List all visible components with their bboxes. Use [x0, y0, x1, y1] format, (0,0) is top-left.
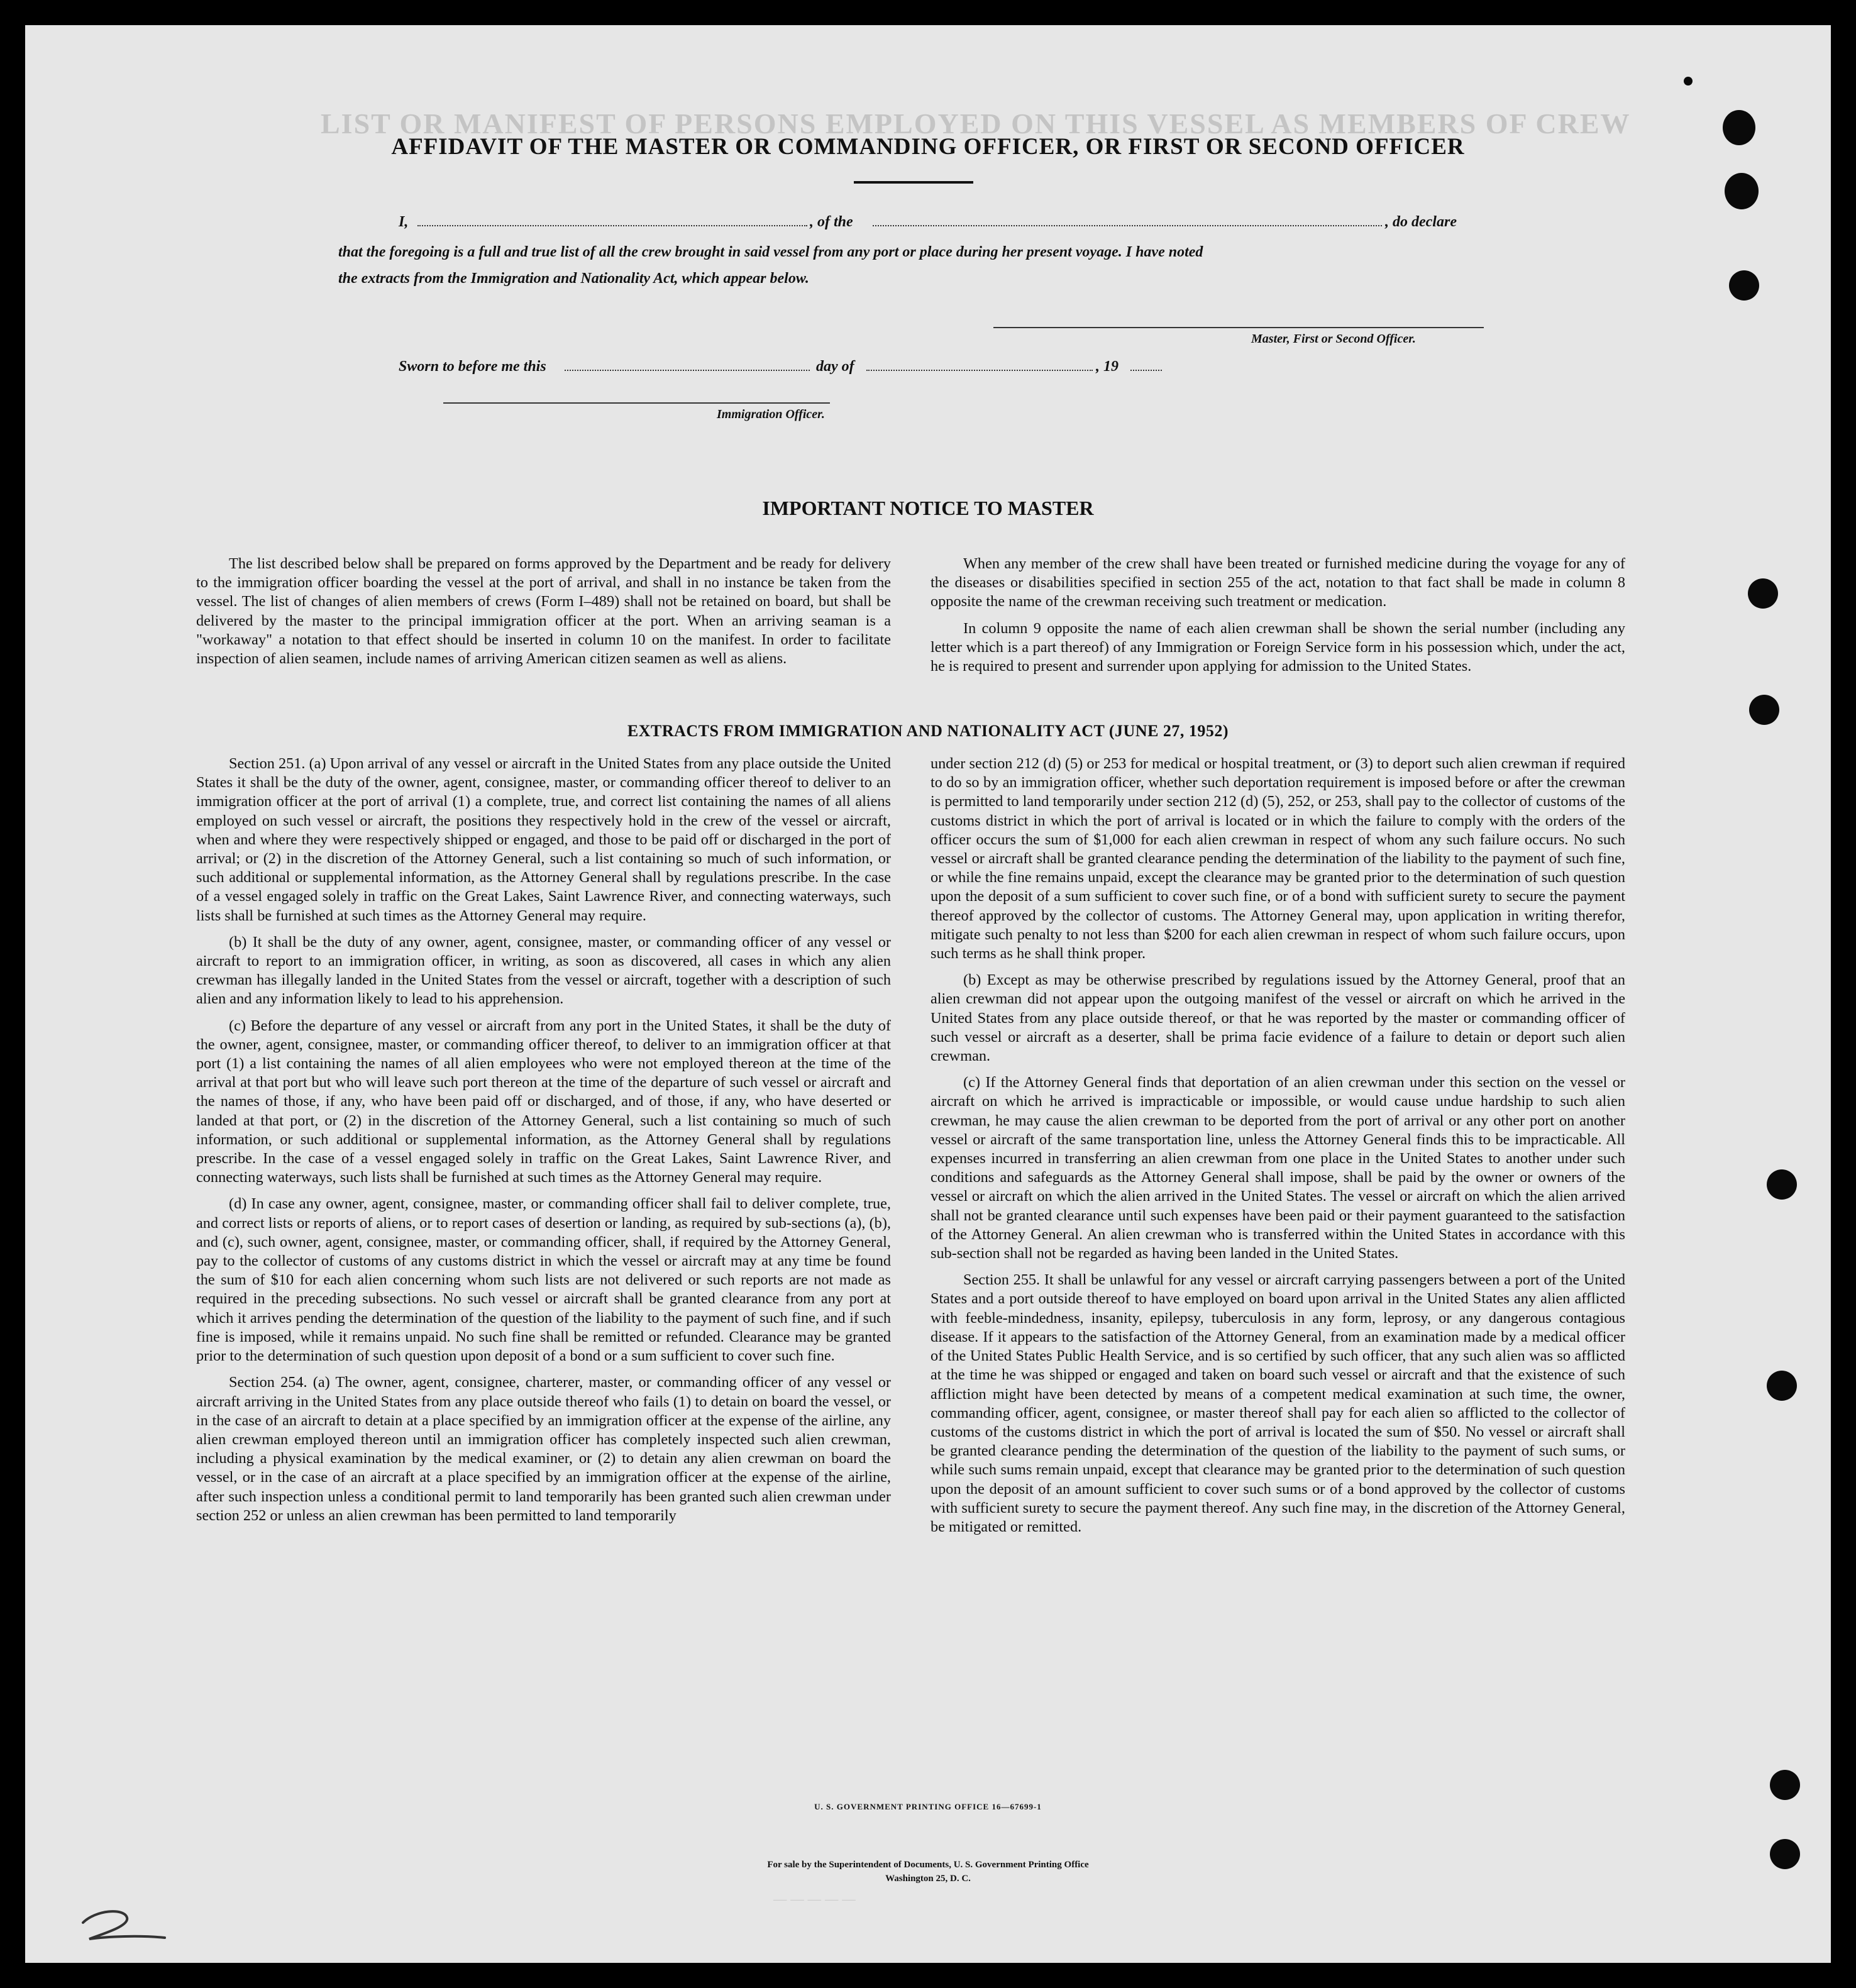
- i-label: I,: [399, 214, 409, 230]
- sale-notice-line-2: Washington 25, D. C.: [885, 1874, 971, 1884]
- day-of-label: day of: [816, 358, 854, 375]
- statute-paragraph: Section 255. It shall be unlawful for any vessel or aircraft carrying passengers between a port of the United States and a port outside thereof to have employed on board upon arrival in the United States any alien afflicted with feeble-mindedness, insanity, epilepsy, tuberculosis in any form, leprosy, or any dangerous contagious disease. If it appears to the satisfaction of the Attorney General, from an examination made by a medical officer of the United States Public Health Service, and is so certified by such officer, that any such alien was so afflicted at the time he was shipped or engaged and taken on board such vessel or aircraft and that the existence of such affliction might have been detected by means of a competent medical examination at such time, the owner, commanding officer, agent, consignee, or master thereof shall pay for each alien so afflicted to the collector of customs of the customs district in which the port of arrival is located the sum of $50. No vessel or aircraft shall be granted clearance pending the determination of the question of the liability to the payment of such sums, or while such sums remain unpaid, except that clearance may be granted prior to the determination of such question upon the deposit of an amount sufficient to cover such sums or of a bond approved by the collector of customs with sufficient surety to secure the payment thereof. Any such fine may, in the discretion of the Attorney General, be mitigated or remitted.: [931, 1271, 1625, 1535]
- notice-left-column: [196, 555, 891, 676]
- statute-paragraph: (c) Before the departure of any vessel or aircraft from any port in the United States, it shall be the duty of the owner, agent, consignee, master, or commanding officer thereof, to deliver to an immigration officer at that port (1) a list containing the names of all alien employees who were not employed thereon at the time of the arrival at that port but who will leave such port thereon at the time of the departure of such vessel or aircraft and the names of those, if any, who have been paid off or discharged, and of those, if any, who have deserted or landed at that port, or (2) in the discretion of the Attorney General, such a list containing so much of such information, or such additional or supplemental information, as the Attorney General shall by regulations prescribe. In the case of a vessel engaged solely in traffic on the Great Lakes, Saint Lawrence River, and connecting waterways, such lists shall be furnished at such times as the Attorney General may require.: [196, 1017, 891, 1186]
- statute-paragraph: under section 212 (d) (5) or 253 for medical or hospital treatment, or (3) to deport such alien crewman if required to do so by an immigration officer, whether such deportation requirement is imposed before or after the crewman is permitted to land temporarily under section 212 (d) (5), 252, or 253, shall pay to the collector of customs of the customs district in which the port of arrival is located or in which the failure to comply with the orders of the officer occurs the sum of $1,000 for each alien crewman in respect of whom any such failure occurs. No such vessel or aircraft shall be granted clearance pending the determination of the liability to the payment of such fine, or while the fine remains unpaid, except the clearance may be granted prior to the determination of such question upon the deposit of a sum sufficient to cover such fine, or of a bond with sufficient surety to secure the payment thereof approved by the collector of customs. The Attorney General may, upon application in writing therefor, mitigate such penalty to not less than $200 for each alien crewman in respect of whom such failure occurs, upon such terms as he shall think proper.: [931, 755, 1625, 963]
- sale-notice-line-1: For sale by the Superintendent of Documents, U. S. Government Printing Office: [767, 1860, 1089, 1870]
- punch-hole: [1767, 1169, 1797, 1200]
- immigration-officer-caption: Immigration Officer.: [717, 407, 825, 421]
- declaration-line-1: that the foregoing is a full and true list of all the crew brought in said vessel from any port or place during her present voyage. I have noted: [338, 244, 1203, 260]
- affidavit-title: AFFIDAVIT OF THE MASTER OR COMMANDING OFFICER, OR FIRST OR SECOND OFFICER: [391, 134, 1465, 160]
- year-label: , 19: [1096, 358, 1119, 375]
- of-the-label: , of the: [810, 214, 853, 230]
- extracts-left-column: [196, 754, 891, 1533]
- bleed-through-text: LIST OR MANIFEST OF PERSONS EMPLOYED ON THIS VESSEL AS MEMBERS OF CREW: [321, 108, 1631, 140]
- sworn-day-field[interactable]: [565, 358, 810, 371]
- notice-title: IMPORTANT NOTICE TO MASTER: [762, 497, 1094, 519]
- statute-paragraph: (c) If the Attorney General finds that deportation of an alien crewman under this section on the vessel or aircraft on which he arrived is impracticable or impossible, or would cause undue hardship to such alien crewman, he may cause the alien crewman to be deported from the port of arrival or any other port on another vessel or aircraft of the same transportation line, unless the Attorney General finds this to be impracticable. All expenses incurred in transferring an alien crewman from one place in the United States to another under such conditions and safeguards as the Attorney General shall impose, shall be paid by the owner or owners of the vessel or aircraft on which the alien arrived in the United States. The vessel or aircraft on which the alien arrived shall not be granted clearance until such expenses have been paid or their payment guaranteed to the satisfaction of the Attorney General. An alien crewman who is transferred within the United States in accordance with this sub-section shall not be regarded as having been landed in the United States.: [931, 1074, 1625, 1262]
- master-signature-line[interactable]: [993, 327, 1484, 328]
- bleed-through-footer: — — — — —: [773, 1891, 856, 1908]
- sworn-month-field[interactable]: [866, 358, 1093, 371]
- punch-hole: [1725, 173, 1759, 209]
- punch-hole: [1767, 1371, 1797, 1401]
- sworn-label: Sworn to before me this: [399, 358, 546, 375]
- notice-paragraph: The list described below shall be prepared on forms approved by the Department and be ready for delivery to the immigration officer boarding the vessel at the port of arrival, and shall in no instance be taken from the vessel. The list of changes of alien members of crews (Form I–489) shall not be retained on board, but shall be delivered by the master to the principal immigration officer at the port. When an arriving seaman is a "workaway" a notation to that effect should be inserted in column 10 on the manifest. In order to facilitate inspection of alien seamen, include names of arriving American citizen seamen as well as aliens.: [196, 555, 891, 668]
- statute-paragraph: Section 254. (a) The owner, agent, consignee, charterer, master, or commanding officer of any vessel or aircraft arriving in the United States from any place outside thereof who fails (1) to detain on board the vessel, or in the case of an aircraft to detain at a place specified by an immigration officer at the expense of the airline, any alien crewman employed thereon until an immigration officer has completely inspected such alien crewman, including a physical examination by the medical examiner, or (2) to detain any alien crewman on board the vessel, or in the case of an aircraft at a place specified by an immigration officer at the expense of the airline, after such inspection unless a conditional permit to land temporarily has been granted such alien crewman under section 252 or unless an alien crewman has been permitted to land temporarily: [196, 1374, 891, 1524]
- extracts-right-column: [931, 754, 1625, 1544]
- statute-paragraph: (d) In case any owner, agent, consignee, master, or commanding officer shall fail to deliver complete, true, and correct lists or reports of aliens, or to report cases of desertion or landing, as required by sub-sections (a), (b), and (c), such owner, agent, consignee, master, or commanding officer, shall, if required by the Attorney General, pay to the collector of customs of any customs district in which the vessel or aircraft may at any time be found the sum of $10 for each alien concerning whom such lists are not delivered or such reports are not made as required in the preceding subsections. No such vessel or aircraft shall be granted clearance from any port at which it arrives pending the determination of the question of the liability to the payment of such fine, and if such fine is imposed, while it remains unpaid. No such fine shall be remitted or refunded. Clearance may be granted prior to the determination of such question upon deposit of a bond or a sum sufficient to cover such fine.: [196, 1195, 891, 1365]
- printing-office-code: U. S. GOVERNMENT PRINTING OFFICE 16—67699-1: [814, 1802, 1042, 1811]
- notice-paragraph: In column 9 opposite the name of each alien crewman shall be shown the serial number (including any letter which is a part thereof) of any Immigration or Foreign Service form in his possession which, under the act, he is required to present and surrender upon applying for admission to the United States.: [931, 619, 1625, 675]
- declaration-line-2: the extracts from the Immigration and Nationality Act, which appear below.: [338, 270, 809, 287]
- vessel-name-field[interactable]: [873, 214, 1382, 226]
- notice-paragraph: When any member of the crew shall have been treated or furnished medicine during the voyage for any of the diseases or disabilities specified in section 255 of the act, notation to that fact shall be made in column 8 opposite the name of the crewman receiving such treatment or medication.: [931, 555, 1625, 610]
- statute-paragraph: Section 251. (a) Upon arrival of any vessel or aircraft in the United States from any place outside the United States it shall be the duty of the owner, agent, consignee, master, or commanding officer thereof to deliver to an immigration officer at the port of arrival (1) a complete, true, and correct list containing the names of all aliens employed on such vessel or aircraft, the positions they respectively hold in the crew of the vessel or aircraft, when and where they were respectively shipped or engaged, and those to be paid off or discharged in the port of arrival; or (2) in the discretion of the Attorney General, such a list containing so much of such information, or such additional or supplemental information, as the Attorney General shall by regulations prescribe. In the case of a vessel engaged solely in traffic on the Great Lakes, Saint Lawrence River, and connecting waterways, such lists shall be furnished at such times as the Attorney General may require.: [196, 755, 891, 924]
- statute-paragraph: (b) It shall be the duty of any owner, agent, consignee, master, or commanding officer of any vessel or aircraft to report to an immigration officer, in writing, as soon as discovered, all cases in which any alien crewman has illegally landed in the United States from the vessel or aircraft, together with a description of such alien and any information likely to lead to his apprehension.: [196, 933, 891, 1008]
- document-page: [25, 25, 1831, 1963]
- extracts-title: EXTRACTS FROM IMMIGRATION AND NATIONALITY ACT (JUNE 27, 1952): [627, 722, 1229, 740]
- declarant-name-field[interactable]: [417, 214, 807, 226]
- handwritten-page-number: [64, 1899, 171, 1949]
- punch-hole: [1748, 578, 1778, 609]
- notice-right-column: [931, 555, 1625, 683]
- master-signature-caption: Master, First or Second Officer.: [1251, 332, 1416, 346]
- do-declare-label: , do declare: [1385, 214, 1457, 230]
- punch-hole: [1749, 695, 1779, 725]
- sworn-year-field[interactable]: [1130, 358, 1162, 371]
- title-underline: [854, 181, 973, 184]
- immigration-officer-signature-line[interactable]: [443, 402, 830, 404]
- statute-paragraph: (b) Except as may be otherwise prescribed by regulations issued by the Attorney General, proof that an alien crewman did not appear upon the outgoing manifest of the vessel or aircraft on which he arrived in the United States from any place outside thereof, or that he was reported by the master or commanding officer of such vessel or aircraft as a deserter, shall be prima facie evidence of a failure to detain or deport such alien crewman.: [931, 971, 1625, 1065]
- punch-mark: [1684, 77, 1693, 86]
- punch-hole: [1729, 270, 1759, 301]
- punch-hole: [1770, 1770, 1800, 1800]
